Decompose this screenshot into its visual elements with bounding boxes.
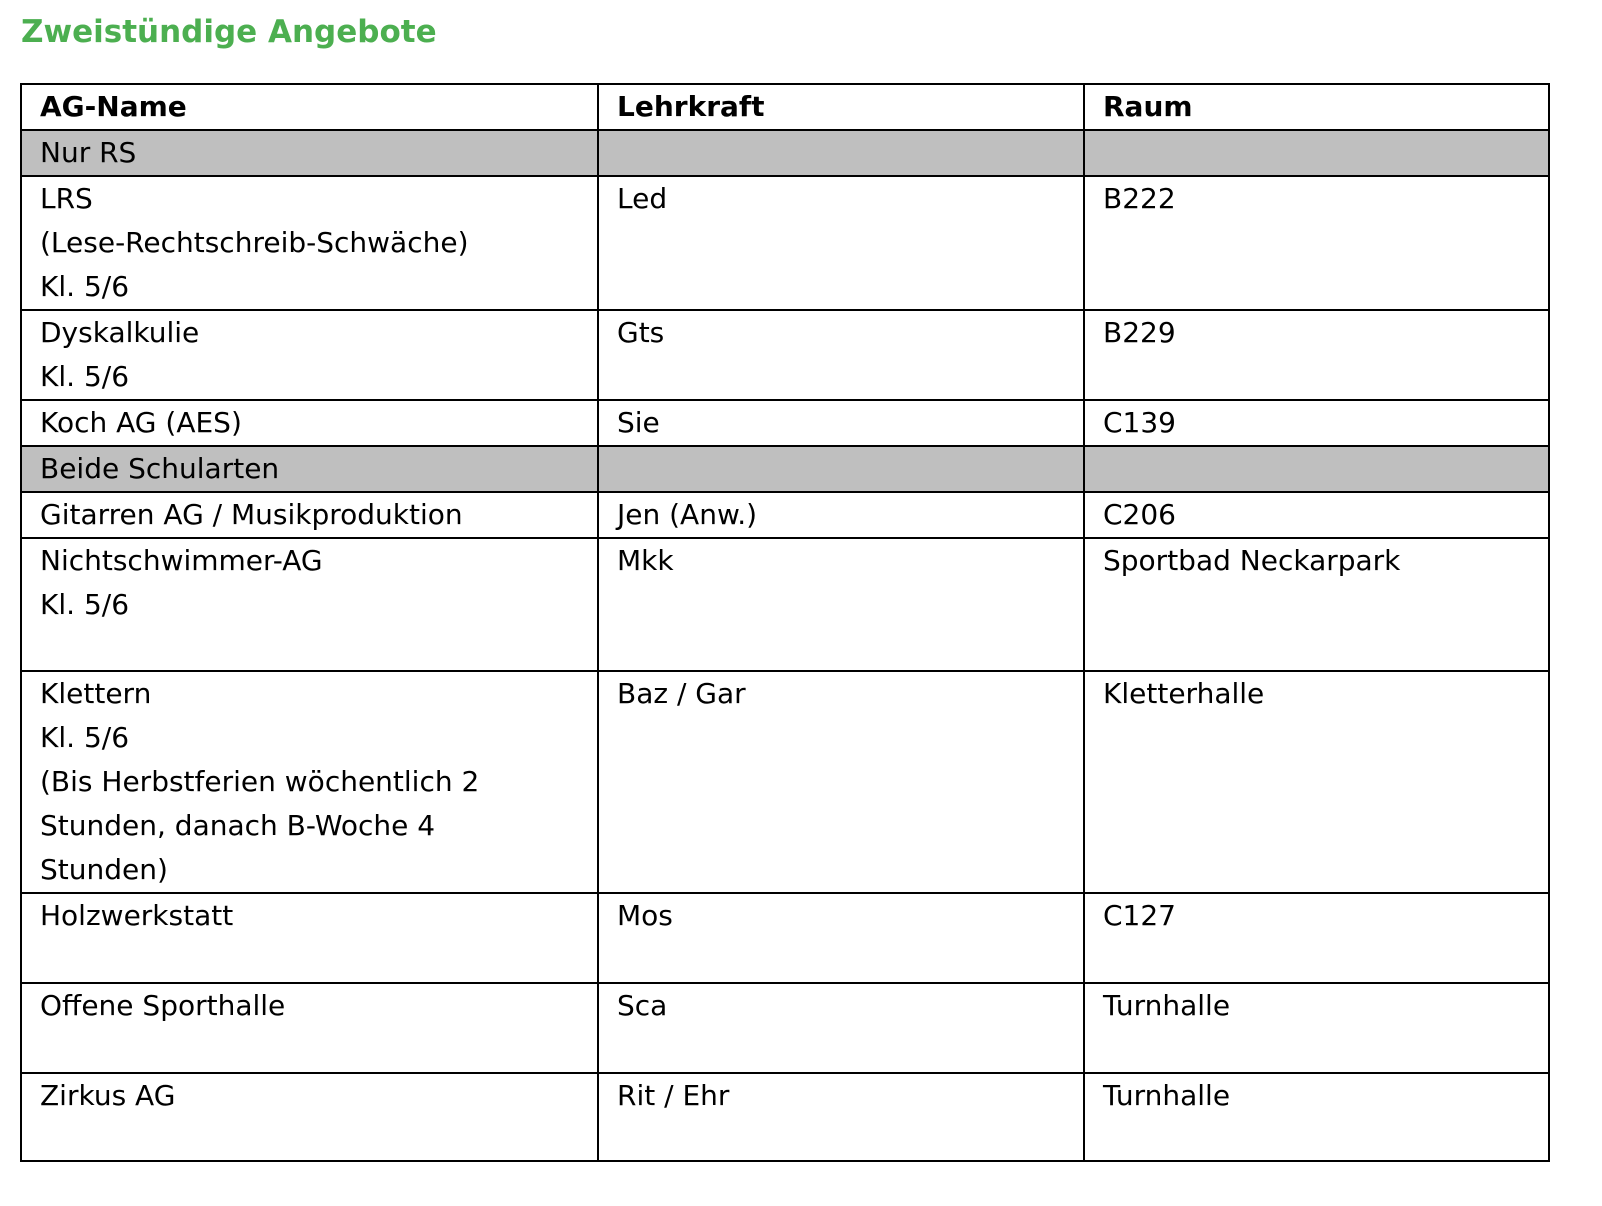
table-row bbox=[21, 983, 1549, 1073]
cell-lehrkraft: Rit / Ehr bbox=[598, 1073, 1084, 1161]
cell-ag-name bbox=[21, 893, 598, 983]
table-row bbox=[21, 671, 1549, 893]
cell-lehrkraft: Led bbox=[598, 176, 1084, 310]
ag-name-line: Dyskalkulie bbox=[40, 316, 200, 349]
cell-raum: C206 bbox=[1084, 492, 1549, 538]
ag-name-line: Klettern bbox=[40, 677, 152, 710]
ag-name-line: Beide Schularten bbox=[40, 452, 280, 485]
cell-lehrkraft bbox=[598, 130, 1084, 176]
ag-name-line: Zirkus AG bbox=[40, 1079, 176, 1112]
ag-name-line: (Lese-Rechtschreib-Schwäche) bbox=[40, 226, 469, 259]
cell-ag-name bbox=[21, 538, 598, 671]
column-header-lehrkraft: Lehrkraft bbox=[598, 84, 1084, 130]
section-row bbox=[21, 130, 1549, 176]
cell-raum: B222 bbox=[1084, 176, 1549, 310]
page-title: Zweistündige Angebote bbox=[21, 14, 437, 50]
cell-raum: Sportbad Neckarpark bbox=[1084, 538, 1549, 671]
table-row bbox=[21, 538, 1549, 671]
cell-ag-name bbox=[21, 130, 598, 176]
cell-ag-name bbox=[21, 400, 598, 446]
table-row bbox=[21, 310, 1549, 400]
section-row bbox=[21, 446, 1549, 492]
cell-ag-name bbox=[21, 1073, 598, 1161]
cell-ag-name bbox=[21, 310, 598, 400]
cell-raum bbox=[1084, 130, 1549, 176]
cell-lehrkraft: Mos bbox=[598, 893, 1084, 983]
cell-ag-name bbox=[21, 176, 598, 310]
cell-raum: Turnhalle bbox=[1084, 983, 1549, 1073]
cell-lehrkraft: Jen (Anw.) bbox=[598, 492, 1084, 538]
ag-name-line: LRS bbox=[40, 182, 93, 215]
cell-ag-name bbox=[21, 983, 598, 1073]
ag-table bbox=[20, 83, 1550, 1162]
cell-ag-name bbox=[21, 492, 598, 538]
table-row bbox=[21, 400, 1549, 446]
table-header-row bbox=[21, 84, 1549, 130]
ag-name-line: Holzwerkstatt bbox=[40, 899, 234, 932]
ag-name-line: Stunden) bbox=[40, 853, 168, 886]
ag-name-line: Kl. 5/6 bbox=[40, 588, 130, 621]
table-row bbox=[21, 176, 1549, 310]
cell-raum: C139 bbox=[1084, 400, 1549, 446]
cell-lehrkraft bbox=[598, 446, 1084, 492]
column-header-raum: Raum bbox=[1084, 84, 1549, 130]
ag-name-line: Gitarren AG / Musikproduktion bbox=[40, 498, 463, 531]
cell-lehrkraft: Sca bbox=[598, 983, 1084, 1073]
ag-name-line: Offene Sporthalle bbox=[40, 989, 286, 1022]
ag-name-line: Nur RS bbox=[40, 136, 137, 169]
ag-name-line: Kl. 5/6 bbox=[40, 360, 130, 393]
cell-raum: Kletterhalle bbox=[1084, 671, 1549, 893]
cell-raum bbox=[1084, 446, 1549, 492]
table-row bbox=[21, 1073, 1549, 1161]
column-header-ag-name: AG-Name bbox=[21, 84, 598, 130]
table-row bbox=[21, 492, 1549, 538]
ag-name-line: Kl. 5/6 bbox=[40, 721, 130, 754]
cell-lehrkraft: Mkk bbox=[598, 538, 1084, 671]
cell-lehrkraft: Gts bbox=[598, 310, 1084, 400]
cell-raum: Turnhalle bbox=[1084, 1073, 1549, 1161]
ag-name-line: Nichtschwimmer-AG bbox=[40, 544, 323, 577]
cell-ag-name bbox=[21, 671, 598, 893]
cell-lehrkraft: Sie bbox=[598, 400, 1084, 446]
ag-name-line: Kl. 5/6 bbox=[40, 270, 130, 303]
cell-raum: C127 bbox=[1084, 893, 1549, 983]
cell-raum: B229 bbox=[1084, 310, 1549, 400]
ag-name-line: (Bis Herbstferien wöchentlich 2 bbox=[40, 765, 480, 798]
cell-ag-name bbox=[21, 446, 598, 492]
table-row bbox=[21, 893, 1549, 983]
ag-name-line: Stunden, danach B-Woche 4 bbox=[40, 809, 436, 842]
cell-lehrkraft: Baz / Gar bbox=[598, 671, 1084, 893]
ag-name-line: Koch AG (AES) bbox=[40, 406, 242, 439]
